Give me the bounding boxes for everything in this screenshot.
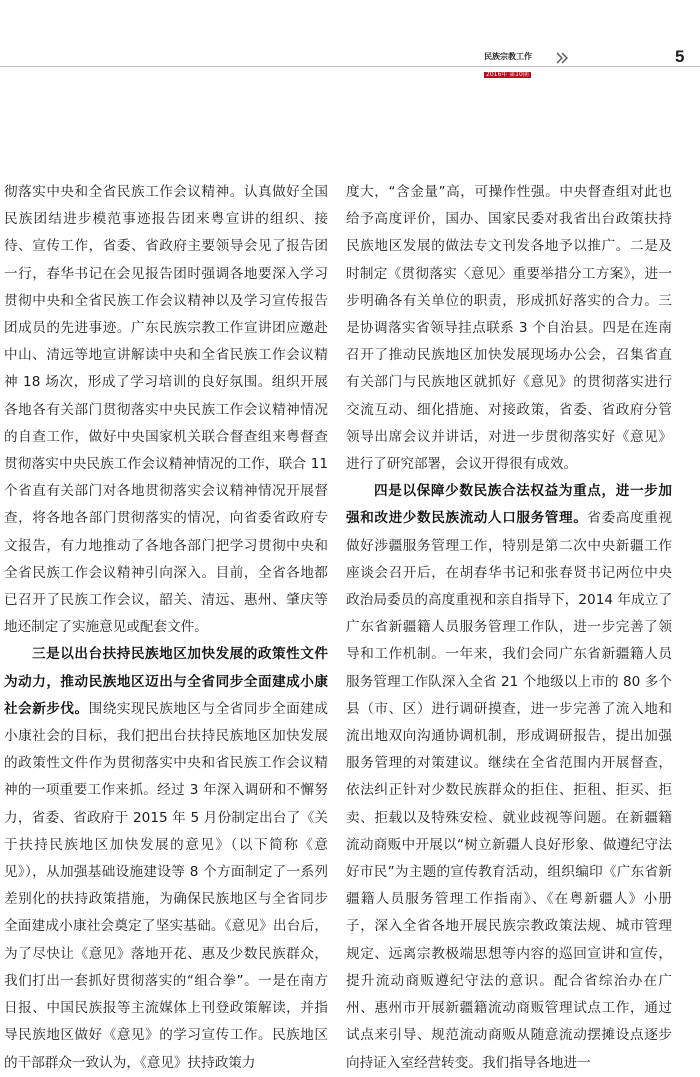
paragraph-continuation-right: 度大，“含金量”高，可操作性强。中央督查组对此也给予高度评价，国办、国家民委对我省出台政策扶持民族地区发展的做法专文刊发各地予以推广。二是及时制定《贯彻落实〈意见〉重要举措分工方案》，进一步明确各有关单位的职责，形成抓好落实的合力。三是协调落实省领导挂点联系 3 个自治县。四是在连南召开了推动民族地区加快发展现场办公会，召集省直有关部门与民族地区就抓好《意见》的贯彻落实进行交流互动、细化措施、对接政策，省委、省政府分管领导出席会议并讲话，对进一步贯彻落实好《意见》进行了研究部署，会议开得很有成效。 [346, 184, 672, 473]
section-three-body: 围绕实现民族地区与全省同步全面建成小康社会的目标，我们把出台扶持民族地区加快发展的政策性文件作为贯彻落实中央和省民族工作会议精神的一项重要工作来抓。经过 3 年深入调研和不懈努力，省委、省政府于 2015 年 5 月份制定出台了《关于扶持民族地区加快发展的意见》（以下简称《意见》），从加强基础设施建设等 8 个方面制定了一系列差别化的扶持政策措施，为确保民族地区与全省同步全面建成小康社会奠定了坚实基础。《意见》出台后，为了尽快让《意见》落地开花、惠及少数民族群众，我们打出一套抓好贯彻落实的“组合拳”。一是在南方日报、中国民族报等主流媒体上刊登政策解读，并指导民族地区做好《意见》的学习宣传工作。民族地区的干部群众一致认为，《意见》扶持政策力 [4, 700, 328, 1071]
paragraph-continuation: 彻落实中央和全省民族工作会议精神。认真做好全国民族团结进步模范事迹报告团来粤宣讲的组织、接待、宣传工作，省委、省政府主要领导会见了报告团一行，春华书记在会见报告团时强调各地要深入学习贯彻中央和全省民族工作会议精神以及学习宣传报告团成员的先进事迹。广东民族宗教工作宣讲团应邀赴中山、清远等地宣讲解读中央和全省民族工作会议精神 18 场次，形成了学习培训的良好氛围。组织开展各地各有关部门贯彻落实中央民族工作会议精神情况的自查工作，做好中央国家机关联合督查组来粤督查贯彻落实中央民族工作会议精神情况的工作，联合 11 个省直有关部门对各地贯彻落实会议精神情况开展督查，将各地各部门贯彻落实的情况，向省委省政府专文报告，有力地推动了各地各部门把学习贯彻中央和全省民族工作会议精神引向深入。目前，全省各地都已召开了民族工作会议，韶关、清远、惠州、肇庆等地还制定了实施意见或配套文件。 [4, 184, 328, 636]
journal-issue: 2016年 第10期 [486, 71, 529, 78]
page-header [0, 0, 700, 80]
journal-masthead [484, 52, 550, 80]
paragraph-section-three [4, 641, 328, 1076]
journal-name: 民族宗教工作 [484, 51, 532, 61]
right-column [346, 179, 672, 1077]
left-column [4, 179, 328, 1077]
section-three-heading: 三是以出台扶持民族地区加快发展的政策性文件为动力，推动民族地区迈出与全省同步全面建成小康社会新步伐。 [4, 646, 328, 717]
page-number: 5 [675, 47, 685, 66]
header-divider [0, 66, 700, 67]
paragraph-section-four [346, 478, 672, 1076]
section-four-body: 省委高度重视做好涉疆服务管理工作，特别是第二次中央新疆工作座谈会召开后，在胡春华书记和张春贤书记两位中央政治局委员的高度重视和亲自指导下，2014 年成立了广东省新疆籍人员服务管理工作队，进一步完善了领导和工作机制。一年来，我们会同广东省新疆籍人员服务管理工作队深入全省 21 个地级以上市的 80 多个县（市、区）进行调研摸查，进一步完善了流入地和流出地双向沟通协调机制，形成调研报告，提出加强服务管理的对策建议。继续在全省范围内开展督查，依法纠正针对少数民族群众的拒住、拒租、拒买、拒卖、拒载以及特殊安检、就业歧视等问题。在新疆籍流动商贩中开展以“树立新疆人良好形象、做遵纪守法好市民”为主题的宣传教育活动，组织编印《广东省新疆籍人员服务管理工作指南》、《在粤新疆人》小册子，深入全省各地开展民族宗教政策法规、城市管理规定、远离宗教极端思想等内容的巡回宣讲和宣传，提升流动商贩遵纪守法的意识。配合省综治办在广州、惠州市开展新疆籍流动商贩管理试点工作，通过试点来引导、规范流动商贩从随意流动摆摊设点逐步向持证入室经营转变。我们指导各地进一 [346, 510, 673, 1071]
section-four-heading: 四是以保障少数民族合法权益为重点，进一步加强和改进少数民族流动人口服务管理。 [346, 483, 672, 527]
double-chevron-right-icon [555, 51, 569, 65]
